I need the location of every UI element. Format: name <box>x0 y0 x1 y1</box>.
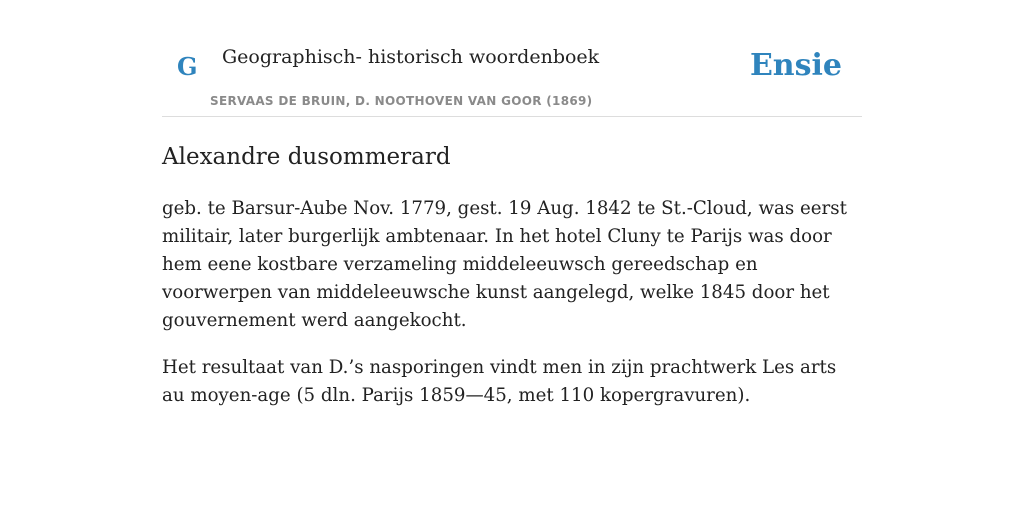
entry-paragraph: geb. te Barsur-Aube Nov. 1779, gest. 19 Aug. 1842 te St.-Cloud, was eerst militair, later burgerlijk ambtenaar. In het hotel Cluny te Parijs was door hem eene kostbare verzameling middeleeuwsch gereedschap en voorwerpen van middeleeuwsche kunst aangelegd, welke 1845 door het gouvernement werd aangekocht. <box>162 198 847 331</box>
page-container <box>162 0 862 410</box>
book-title-link[interactable]: Geographisch- historisch woordenboek <box>222 46 600 68</box>
entry-paragraph: Het resultaat van D.’s nasporingen vindt men in zijn prachtwerk Les arts au moyen-age (5 dln. Parijs 1859—45, met 110 kopergravuren). <box>162 357 837 406</box>
book-initial-icon: G <box>177 52 198 81</box>
ensie-logo[interactable]: Ensie <box>749 48 842 83</box>
entry-body <box>162 195 862 410</box>
book-header <box>162 0 862 117</box>
entry-title: Alexandre dusommerard <box>162 144 451 170</box>
book-authors: SERVAAS DE BRUIN, D. NOOTHOVEN VAN GOOR (1869) <box>210 94 593 108</box>
